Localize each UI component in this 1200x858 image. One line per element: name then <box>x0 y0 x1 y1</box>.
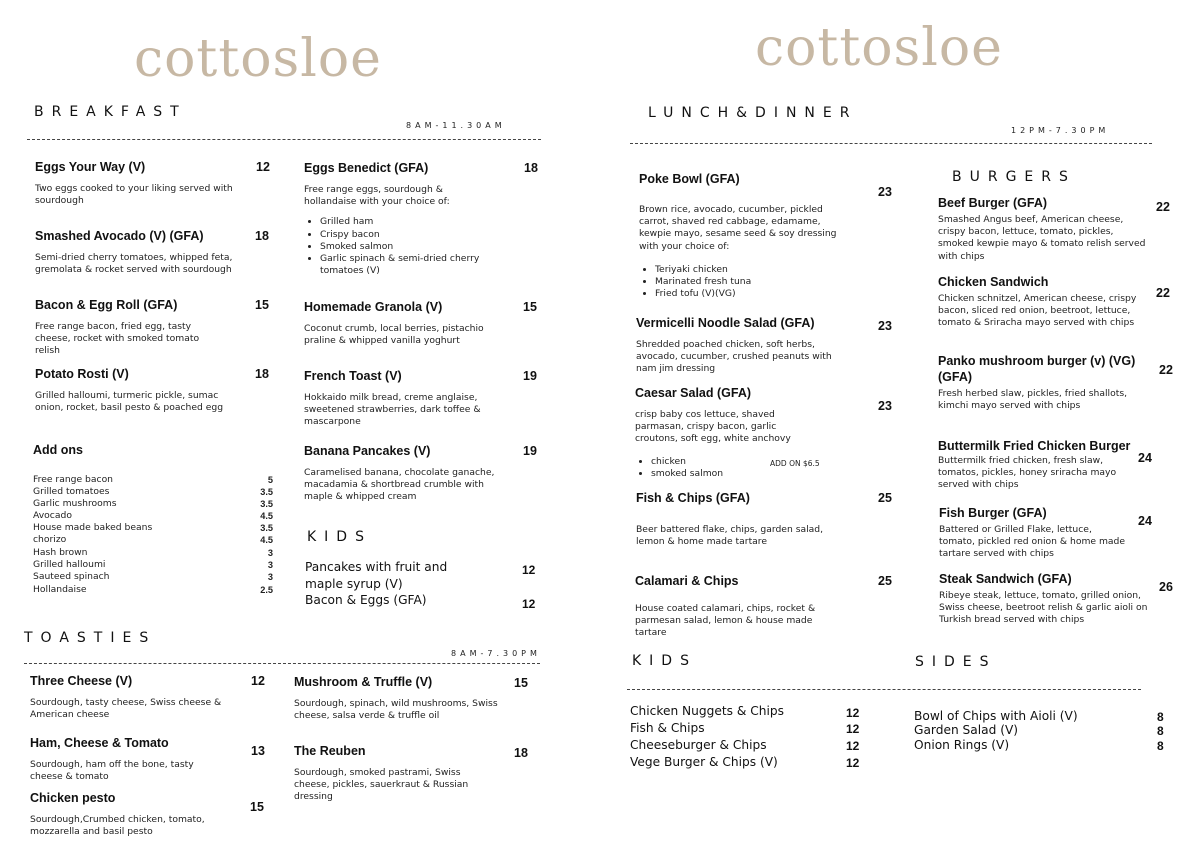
item-price: 15 <box>523 300 537 314</box>
option-item: • Grilled ham <box>320 216 520 228</box>
addon-name: Avocado <box>33 510 72 521</box>
item-name: Chicken pesto <box>30 791 116 805</box>
addon-price: 4.5 <box>260 511 273 521</box>
option-item: • Teriyaki chicken <box>655 264 855 276</box>
kids-item-price: 12 <box>846 756 860 770</box>
item-name: Three Cheese (V) <box>30 674 133 688</box>
addon-name: Hash brown <box>33 547 88 558</box>
sides-title: SIDES <box>915 654 997 670</box>
item-description: Caramelised banana, chocolate ganache, macadamia & shortbread crumble with maple & whipped cream <box>304 467 495 503</box>
item-name: The Reuben <box>294 744 366 758</box>
item-name: Homemade Granola (V) <box>304 300 443 314</box>
item-name: Poke Bowl (GFA) <box>639 172 740 186</box>
item-description: Two eggs cooked to your liking served with sourdough <box>35 183 233 207</box>
kids-title: KIDS <box>632 653 697 669</box>
option-item: • chicken <box>651 456 851 468</box>
brand-logo: cottosloe <box>755 18 1003 78</box>
item-name: Chicken Sandwich <box>938 275 1049 289</box>
option-item: • Smoked salmon <box>320 241 520 253</box>
kids-item-price: 12 <box>522 597 536 611</box>
addon-price: 3 <box>267 572 273 582</box>
item-name: Fish & Chips (GFA) <box>636 491 750 505</box>
option-item: • Garlic spinach & semi-dried cherry tomatoes (V) <box>320 253 520 277</box>
item-price: 23 <box>878 399 892 413</box>
kids-item-name: Cheeseburger & Chips <box>630 738 767 752</box>
item-price: 23 <box>878 319 892 333</box>
item-price: 18 <box>514 746 528 760</box>
menu-item <box>939 505 1173 561</box>
item-price: 24 <box>1138 451 1152 465</box>
kids-item-name: Bacon & Eggs (GFA) <box>305 593 427 607</box>
menu-item <box>304 299 540 347</box>
addon-name: Grilled halloumi <box>33 559 106 570</box>
addon-price: 3.5 <box>260 523 273 533</box>
item-name: Smashed Avocado (V) (GFA) <box>35 229 204 243</box>
item-name: Ham, Cheese & Tomato <box>30 736 169 750</box>
menu-item <box>636 315 898 376</box>
item-price: 19 <box>523 444 537 458</box>
menu-item <box>30 673 270 721</box>
item-name: Buttermilk Fried Chicken Burger <box>938 439 1131 453</box>
item-price: 22 <box>1156 200 1170 214</box>
addon-name: chorizo <box>33 534 67 545</box>
side-item-name: Onion Rings (V) <box>914 738 1010 752</box>
addon-price: 2.5 <box>260 585 273 595</box>
item-price: 13 <box>251 744 265 758</box>
toasties-title: TOASTIES <box>24 630 157 646</box>
item-description: Sourdough, tasty cheese, Swiss cheese & American cheese <box>30 697 222 721</box>
item-name: Vermicelli Noodle Salad (GFA) <box>636 316 815 330</box>
menu-page-right <box>600 0 1200 858</box>
item-description: Fresh herbed slaw, pickles, fried shallots, kimchi mayo served with chips <box>938 388 1128 412</box>
item-description: Sourdough, spinach, wild mushrooms, Swiss cheese, salsa verde & truffle oil <box>294 698 498 722</box>
option-item: • Crispy bacon <box>320 229 520 241</box>
item-name: Beef Burger (GFA) <box>938 196 1048 210</box>
menu-item <box>35 228 275 276</box>
brand-logo: cottosloe <box>134 29 382 89</box>
item-description: Shredded poached chicken, soft herbs, avocado, cucumber, crushed peanuts with nam jim dressing <box>636 339 832 375</box>
item-name: Potato Rosti (V) <box>35 367 129 381</box>
kids-title: KIDS <box>307 529 372 545</box>
item-name: Eggs Benedict (GFA) <box>304 161 429 175</box>
item-price: 25 <box>878 491 892 505</box>
menu-item <box>939 571 1173 627</box>
item-name: French Toast (V) <box>304 369 402 383</box>
item-price: 18 <box>255 229 269 243</box>
menu-item <box>294 743 534 804</box>
item-description: crisp baby cos lettuce, shaved parmasan, crispy bacon, garlic croutons, soft egg, white anchovy <box>635 409 791 445</box>
item-name: Banana Pancakes (V) <box>304 444 431 458</box>
menu-item <box>636 490 898 548</box>
item-description: Smashed Angus beef, American cheese, crispy bacon, lettuce, tomato, pickles, smoked kewpie mayo & tomato relish served with chips <box>938 214 1146 262</box>
menu-item <box>639 171 899 300</box>
menu-item <box>304 160 540 277</box>
item-name: Bacon & Egg Roll (GFA) <box>35 298 178 312</box>
addon-price: 3.5 <box>260 499 273 509</box>
item-description: Free range eggs, sourdough & hollandaise with your choice of: <box>304 184 450 208</box>
item-description: Buttermilk fried chicken, fresh slaw, tomatos, pickles, honey sriracha mayo served with chips <box>938 455 1117 491</box>
menu-item <box>35 366 275 414</box>
option-list <box>639 264 855 301</box>
item-name: Caesar Salad (GFA) <box>635 386 752 400</box>
menu-item <box>635 385 898 480</box>
menu-item <box>635 573 898 640</box>
item-name: Calamari & Chips <box>635 574 739 588</box>
menu-item <box>30 790 270 838</box>
burgers-title: BURGERS <box>952 169 1076 185</box>
side-item-price: 8 <box>1157 710 1164 724</box>
addon-name: Grilled tomatoes <box>33 486 110 497</box>
side-item-price: 8 <box>1157 739 1164 753</box>
item-price: 12 <box>251 674 265 688</box>
divider <box>630 143 1152 144</box>
divider <box>627 689 1141 690</box>
item-price: 15 <box>255 298 269 312</box>
item-price: 26 <box>1159 580 1173 594</box>
breakfast-hours: 8AM-11.30AM <box>406 121 506 130</box>
addon-price: 3 <box>267 548 273 558</box>
side-item-name: Garden Salad (V) <box>914 723 1019 737</box>
item-name: Steak Sandwich (GFA) <box>939 572 1072 586</box>
divider <box>24 663 540 664</box>
item-price: 22 <box>1156 286 1170 300</box>
lunch-hours: 12PM-7.30PM <box>1011 126 1110 135</box>
item-description: Grilled halloumi, turmeric pickle, sumac onion, rocket, basil pesto & poached egg <box>35 390 224 414</box>
item-name: Panko mushroom burger (v) (VG) (GFA) <box>938 354 1136 384</box>
item-price: 25 <box>878 574 892 588</box>
addon-note: ADD ON $6.5 <box>770 459 820 468</box>
kids-item-price: 12 <box>846 722 860 736</box>
item-price: 18 <box>255 367 269 381</box>
menu-item <box>938 353 1172 412</box>
item-description: Semi-dried cherry tomatoes, whipped feta, gremolata & rocket served with sourdough <box>35 252 233 276</box>
menu-item <box>938 438 1172 492</box>
item-price: 12 <box>256 160 270 174</box>
item-description: Ribeye steak, lettuce, tomato, grilled onion, Swiss cheese, beetroot relish & garlic aioli on Turkish bread served with chips <box>939 590 1148 626</box>
menu-item <box>304 443 540 504</box>
menu-item <box>35 297 275 358</box>
item-description: Battered or Grilled Flake, lettuce, tomato, pickled red onion & home made tartare served with chips <box>939 524 1126 560</box>
menu-item <box>35 159 275 207</box>
item-name: Mushroom & Truffle (V) <box>294 675 433 689</box>
item-description: Hokkaido milk bread, creme anglaise, sweetened strawberries, dark toffee & mascarpone <box>304 392 481 428</box>
menu-item <box>938 274 1172 330</box>
breakfast-title: BREAKFAST <box>34 104 187 120</box>
toasties-hours: 8AM-7.30PM <box>451 649 541 658</box>
addon-price: 5 <box>267 475 273 485</box>
item-description: Sourdough, smoked pastrami, Swiss cheese, pickles, sauerkraut & Russian dressing <box>294 767 469 803</box>
item-price: 15 <box>514 676 528 690</box>
kids-item-name: Chicken Nuggets & Chips <box>630 704 784 718</box>
addon-name: Sauteed spinach <box>33 571 110 582</box>
divider <box>27 139 541 140</box>
option-item: • Fried tofu (V)(VG) <box>655 288 855 300</box>
kids-item-price: 12 <box>846 706 860 720</box>
item-description: Sourdough,Crumbed chicken, tomato, mozzarella and basil pesto <box>30 814 205 838</box>
addon-name: Hollandaise <box>33 584 87 595</box>
side-item-name: Bowl of Chips with Aioli (V) <box>914 709 1078 723</box>
kids-item-name: Fish & Chips <box>630 721 705 735</box>
item-description: Sourdough, ham off the bone, tasty cheese & tomato <box>30 759 194 783</box>
menu-item <box>304 368 540 429</box>
addon-price: 3.5 <box>260 487 273 497</box>
addon-name: House made baked beans <box>33 522 153 533</box>
item-description: Brown rice, avocado, cucumber, pickled carrot, shaved red cabbage, edamame, kewpie mayo, sesame seed & soy dressing with your choice of: <box>639 204 837 252</box>
side-item-price: 8 <box>1157 724 1164 738</box>
addons-title: Add ons <box>33 443 83 457</box>
item-price: 18 <box>524 161 538 175</box>
menu-item <box>938 195 1172 263</box>
addon-price: 4.5 <box>260 535 273 545</box>
option-list <box>304 216 520 277</box>
item-description: Coconut crumb, local berries, pistachio praline & whipped vanilla yoghurt <box>304 323 484 347</box>
item-price: 24 <box>1138 514 1152 528</box>
item-price: 15 <box>250 800 264 814</box>
addon-price: 3 <box>267 560 273 570</box>
item-price: 23 <box>878 185 892 199</box>
kids-item-price: 12 <box>522 563 536 577</box>
option-item: • Marinated fresh tuna <box>655 276 855 288</box>
item-description: House coated calamari, chips, rocket & parmesan salad, lemon & house made tartare <box>635 603 816 639</box>
item-description: Chicken schnitzel, American cheese, crispy bacon, sliced red onion, beetroot, lettuce, tomato & Sriracha mayo served with chips <box>938 293 1137 329</box>
item-description: Beer battered flake, chips, garden salad, lemon & home made tartare <box>636 524 824 548</box>
addon-name: Free range bacon <box>33 474 114 485</box>
menu-item <box>294 674 534 722</box>
kids-item-name: Pancakes with fruit and maple syrup (V) <box>305 560 448 591</box>
option-item: • smoked salmon <box>651 468 851 480</box>
item-description: Free range bacon, fried egg, tasty cheese, rocket with smoked tomato relish <box>35 321 200 357</box>
lunch-title: LUNCH&DINNER <box>648 105 858 121</box>
item-price: 22 <box>1159 363 1173 377</box>
item-name: Fish Burger (GFA) <box>939 506 1047 520</box>
kids-item-price: 12 <box>846 739 860 753</box>
item-name: Eggs Your Way (V) <box>35 160 146 174</box>
menu-item <box>30 735 270 783</box>
item-price: 19 <box>523 369 537 383</box>
addon-name: Garlic mushrooms <box>33 498 117 509</box>
kids-item-name: Vege Burger & Chips (V) <box>630 755 778 769</box>
